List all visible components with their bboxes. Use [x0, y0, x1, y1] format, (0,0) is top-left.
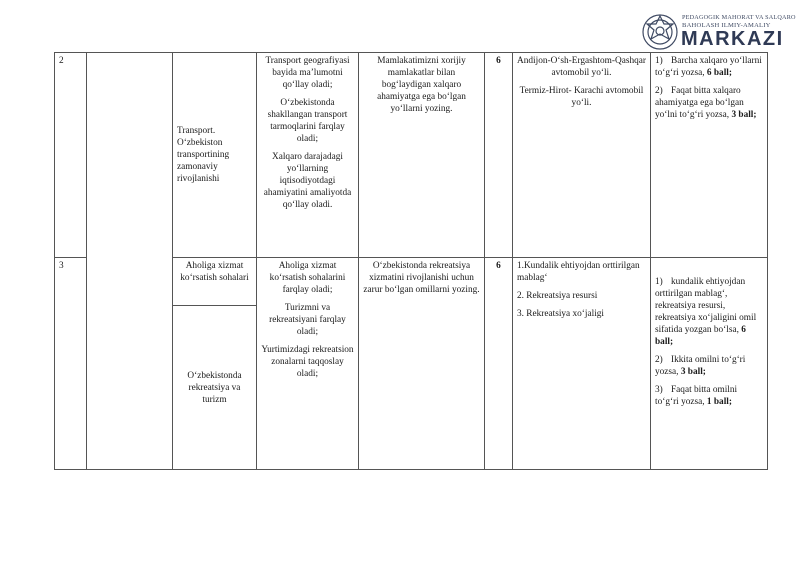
score-cell: 6 — [485, 53, 513, 258]
answer-text: 3. Rekreatsiya xo‘jaligi — [517, 309, 605, 319]
criteria-item: 2) Faqat bitta xalqaro ahamiyatga ega bo‘lgan yo‘lni to‘g‘ri yozsa, 3 ball; — [655, 86, 757, 120]
skill-text: O‘zbekistonda shakllangan transport tarmoqlarini farqlay oladi; — [267, 98, 348, 144]
table-row — [55, 53, 768, 258]
topic-text: Transport. O‘zbekiston transportining zamonaviy rivojlanishi — [177, 126, 230, 184]
task-text: O‘zbekistonda rekreatsiya xizmatini rivojlanishi uchun zarur bo‘lgan omillarni yozing. — [363, 261, 480, 295]
topic-cell — [173, 258, 257, 306]
score-cell: 6 — [485, 258, 513, 470]
skill-text: Aholiga xizmat ko‘rsatish sohalarini farqlay oladi; — [269, 261, 346, 295]
blank-column — [87, 53, 173, 470]
row-number: 2 — [55, 53, 87, 258]
answer-text: Termiz-Hirot- Karachi avtomobil yo‘li. — [519, 86, 644, 108]
criteria-item: 1) kundalik ehtiyojdan orttirilgan mablag‘, rekreatsiya resursi, rekreatsiya xo‘jaligini omil sifatida yozgan bo‘lsa, 6 ball; — [655, 277, 757, 347]
answer-text: 1.Kundalik ehtiyojdan orttirilgan mablag‘ — [517, 261, 640, 283]
criteria-list — [655, 276, 763, 408]
task-cell — [359, 53, 485, 258]
assessment-table — [54, 52, 768, 470]
skill-text: Transport geografiyasi bayida ma’lumotni qo‘llay oladi; — [265, 56, 350, 90]
skill-text: Xalqaro darajadagi yo‘llarning iqtisodiyotdagi ahamiyatini amaliyotda qo‘llay oladi. — [263, 152, 352, 210]
answer-cell — [513, 53, 651, 258]
logo-line-2: BAHOLASH ILMIY-AMALIY — [682, 22, 771, 29]
logo-line-1: PEDAGOGIK MAHORAT VA SALQARO — [682, 14, 796, 21]
answer-text: 2. Rekreatsiya resursi — [517, 291, 598, 301]
criteria-cell — [651, 53, 768, 258]
skill-text: Turizmni va rekreatsiyani farqlay oladi; — [269, 303, 346, 337]
topic-cell — [173, 306, 257, 470]
skills-cell — [257, 53, 359, 258]
answer-cell — [513, 258, 651, 470]
criteria-item: 3) Faqat bitta omilni to‘g‘ri yozsa, 1 ball; — [655, 385, 738, 407]
answer-text: Andijon-O‘sh-Ergashtom-Qashqar avtomobil yo‘li. — [517, 56, 646, 78]
topic-text: Aholiga xizmat ko‘rsatish sohalari — [180, 261, 249, 283]
task-text: Mamlakatimizni xorijiy mamlakatlar bilan bog‘laydigan xalqaro ahamiyatga ega bo‘lgan yo‘llarni yozing. — [377, 56, 466, 114]
logo-wordmark: MARKAZI — [681, 28, 784, 50]
row-number: 3 — [55, 258, 87, 470]
markaz-logo — [640, 12, 796, 52]
criteria-item: 2) Ikkita omilni to‘g‘ri yozsa, 3 ball; — [655, 355, 746, 377]
criteria-item: 1) Barcha xalqaro yo‘llarni to‘g‘ri yozsa, 6 ball; — [655, 56, 762, 78]
criteria-cell — [651, 258, 768, 470]
criteria-list — [655, 55, 763, 121]
topic-cell — [173, 53, 257, 258]
ornament-emblem-icon — [640, 12, 680, 52]
task-cell — [359, 258, 485, 470]
skill-text: Yurtimizdagi rekreatsion zonalarni taqqoslay oladi; — [261, 345, 354, 379]
topic-text: O‘zbekistonda rekreatsiya va turizm — [187, 370, 242, 405]
skills-cell — [257, 258, 359, 470]
